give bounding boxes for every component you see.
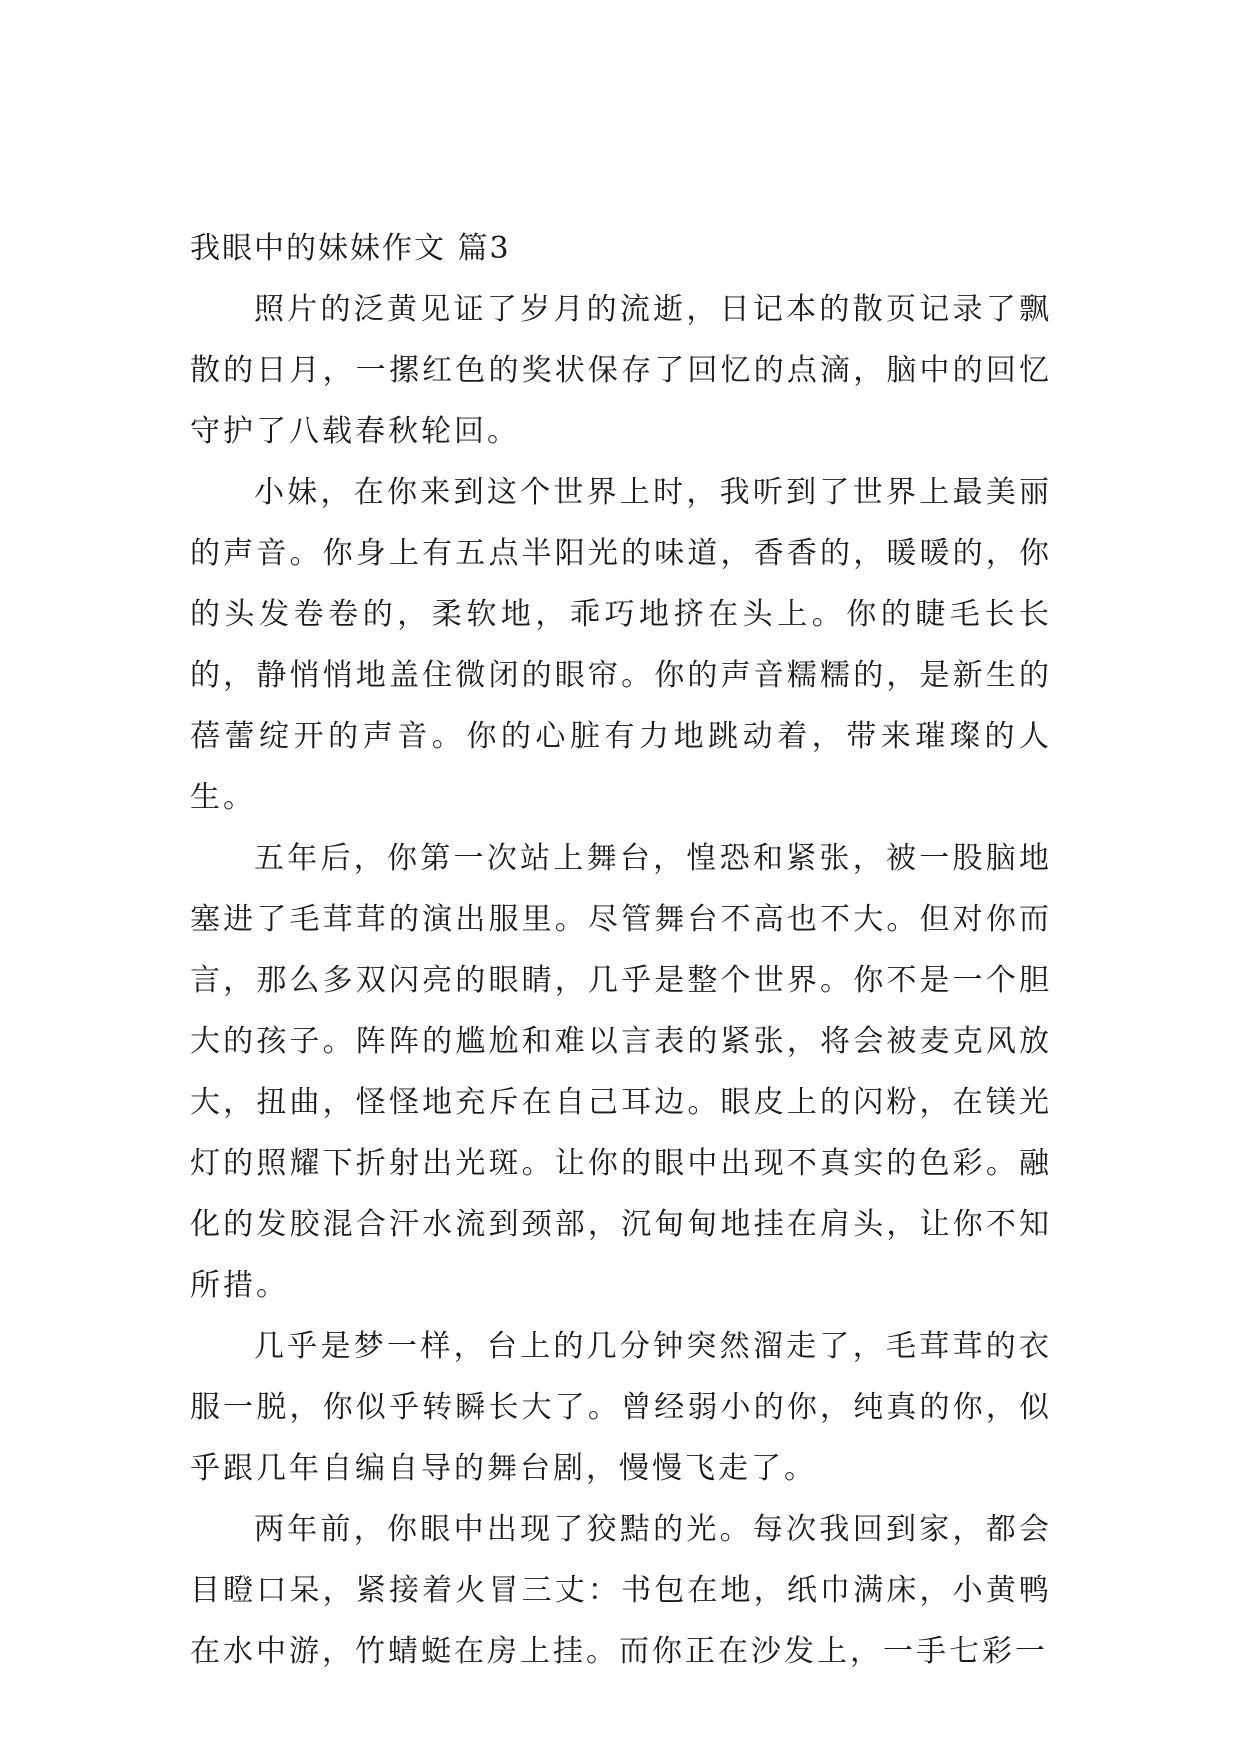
essay-title: 我眼中的妹妹作文 篇3 <box>190 231 511 266</box>
paragraph: 几乎是梦一样，台上的几分钟突然溜走了，毛茸茸的衣服一脱，你似乎转瞬长大了。曾经弱小的你，纯真的你，似乎跟几年自编自导的舞台剧，慢慢飞走了。 <box>190 1329 1052 1486</box>
paragraph: 五年后，你第一次站上舞台，惶恐和紧张，被一股脑地塞进了毛茸茸的演出服里。尽管舞台不高也不大。但对你而言，那么多双闪亮的眼睛，几乎是整个世界。你不是一个胆大的孩子。阵阵的尴尬和难以言表的紧张，将会被麦克风放大，扭曲，怪怪地充斥在自己耳边。眼皮上的闪粉，在镁光灯的照耀下折射出光斑。让你的眼中出现不真实的色彩。融化的发胶混合汗水流到颈部，沉甸甸地挂在肩头，让你不知所措。 <box>190 841 1052 1303</box>
paragraph: 两年前，你眼中出现了狡黠的光。每次我回到家，都会目瞪口呆，紧接着火冒三丈：书包在地，纸巾满床，小黄鸭在水中游，竹蜻蜓在房上挂。而你正在沙发上，一手七彩一 <box>190 1512 1052 1669</box>
paragraph: 照片的泛黄见证了岁月的流逝，日记本的散页记录了飘散的日月，一摞红色的奖状保存了回忆的点滴，脑中的回忆守护了八载春秋轮回。 <box>190 292 1052 449</box>
paragraph: 小妹，在你来到这个世界上时，我听到了世界上最美丽的声音。你身上有五点半阳光的味道，香香的，暖暖的，你的头发卷卷的，柔软地，乖巧地挤在头上。你的睫毛长长的，静悄悄地盖住微闭的眼帘。你的声音糯糯的，是新生的蓓蕾绽开的声音。你的心脏有力地跳动着，带来璀璨的人生。 <box>190 475 1052 815</box>
essay-body <box>190 218 1052 1682</box>
